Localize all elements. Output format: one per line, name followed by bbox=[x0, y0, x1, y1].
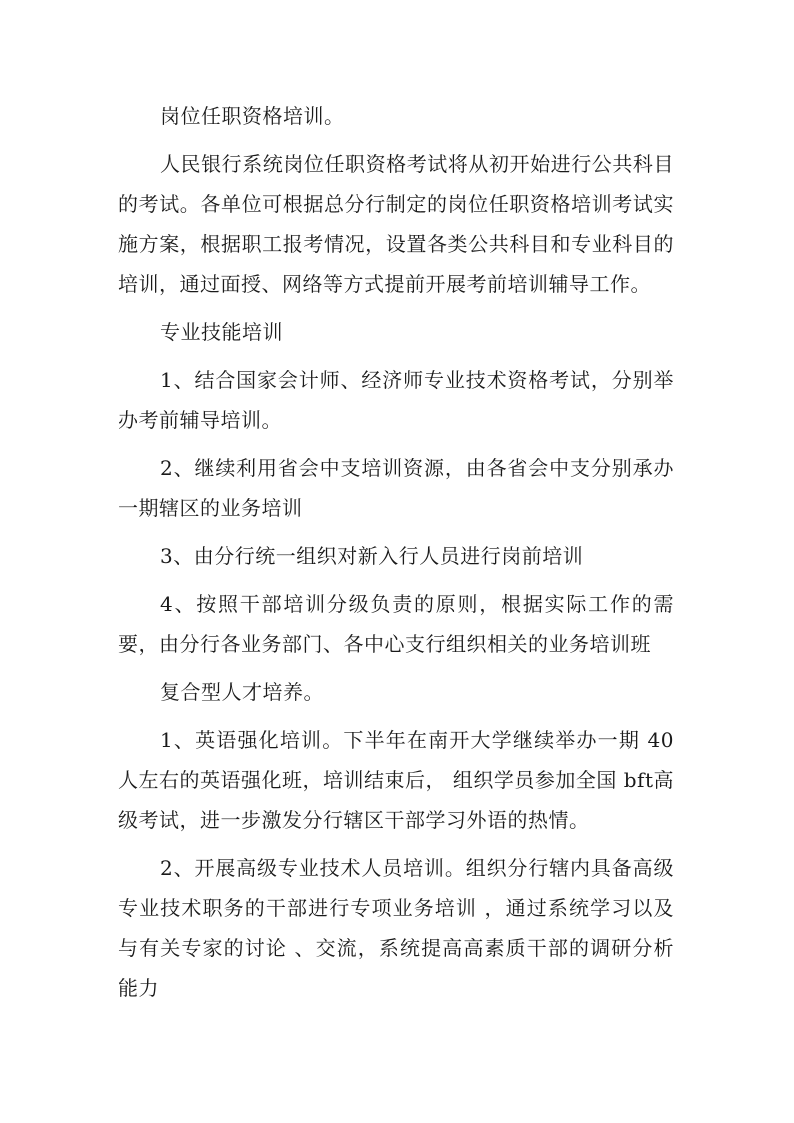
paragraph-item-1-accountant-exam: 1、结合国家会计师、经济师专业技术资格考试，分别举办考前辅导培训。 bbox=[118, 368, 674, 432]
paragraph-composite-talent-heading: 复合型人才培养。 bbox=[160, 680, 324, 704]
paragraph-professional-skills-heading: 专业技能培训 bbox=[160, 320, 283, 344]
document-body bbox=[118, 96, 674, 1016]
paragraph-english-training: 1、英语强化培训。下半年在南开大学继续举办一期 40人左右的英语强化班，培训结束后， 组织学员参加全国 bft高级考试，进一步激发分行辖区干部学习外语的热情。 bbox=[118, 728, 674, 832]
paragraph-qualification-exam: 人民银行系统岗位任职资格考试将从初开始进行公共科目的考试。各单位可根据总分行制定的岗位任职资格培训考试实施方案，根据职工报考情况，设置各类公共科目和专业科目的培训，通过面授、网络等方式提前开展考前培训辅导工作。 bbox=[118, 152, 674, 296]
paragraph-senior-technical-training: 2、开展高级专业技术人员培训。组织分行辖内具备高级专业技术职务的干部进行专项业务培训 ，通过系统学习以及与有关专家的讨论 、交流，系统提高高素质干部的调研分析能力 bbox=[118, 856, 674, 1000]
paragraph-item-4-tiered-training: 4、按照干部培训分级负责的原则，根据实际工作的需要，由分行各业务部门、各中心支行组织相关的业务培训班 bbox=[118, 592, 674, 656]
paragraph-item-2-provincial-training: 2、继续利用省会中支培训资源，由各省会中支分别承办一期辖区的业务培训 bbox=[118, 456, 674, 520]
paragraph-item-3-new-staff-training: 3、由分行统一组织对新入行人员进行岗前培训 bbox=[160, 544, 584, 568]
paragraph-position-qualification-training: 岗位任职资格培训。 bbox=[160, 104, 345, 128]
